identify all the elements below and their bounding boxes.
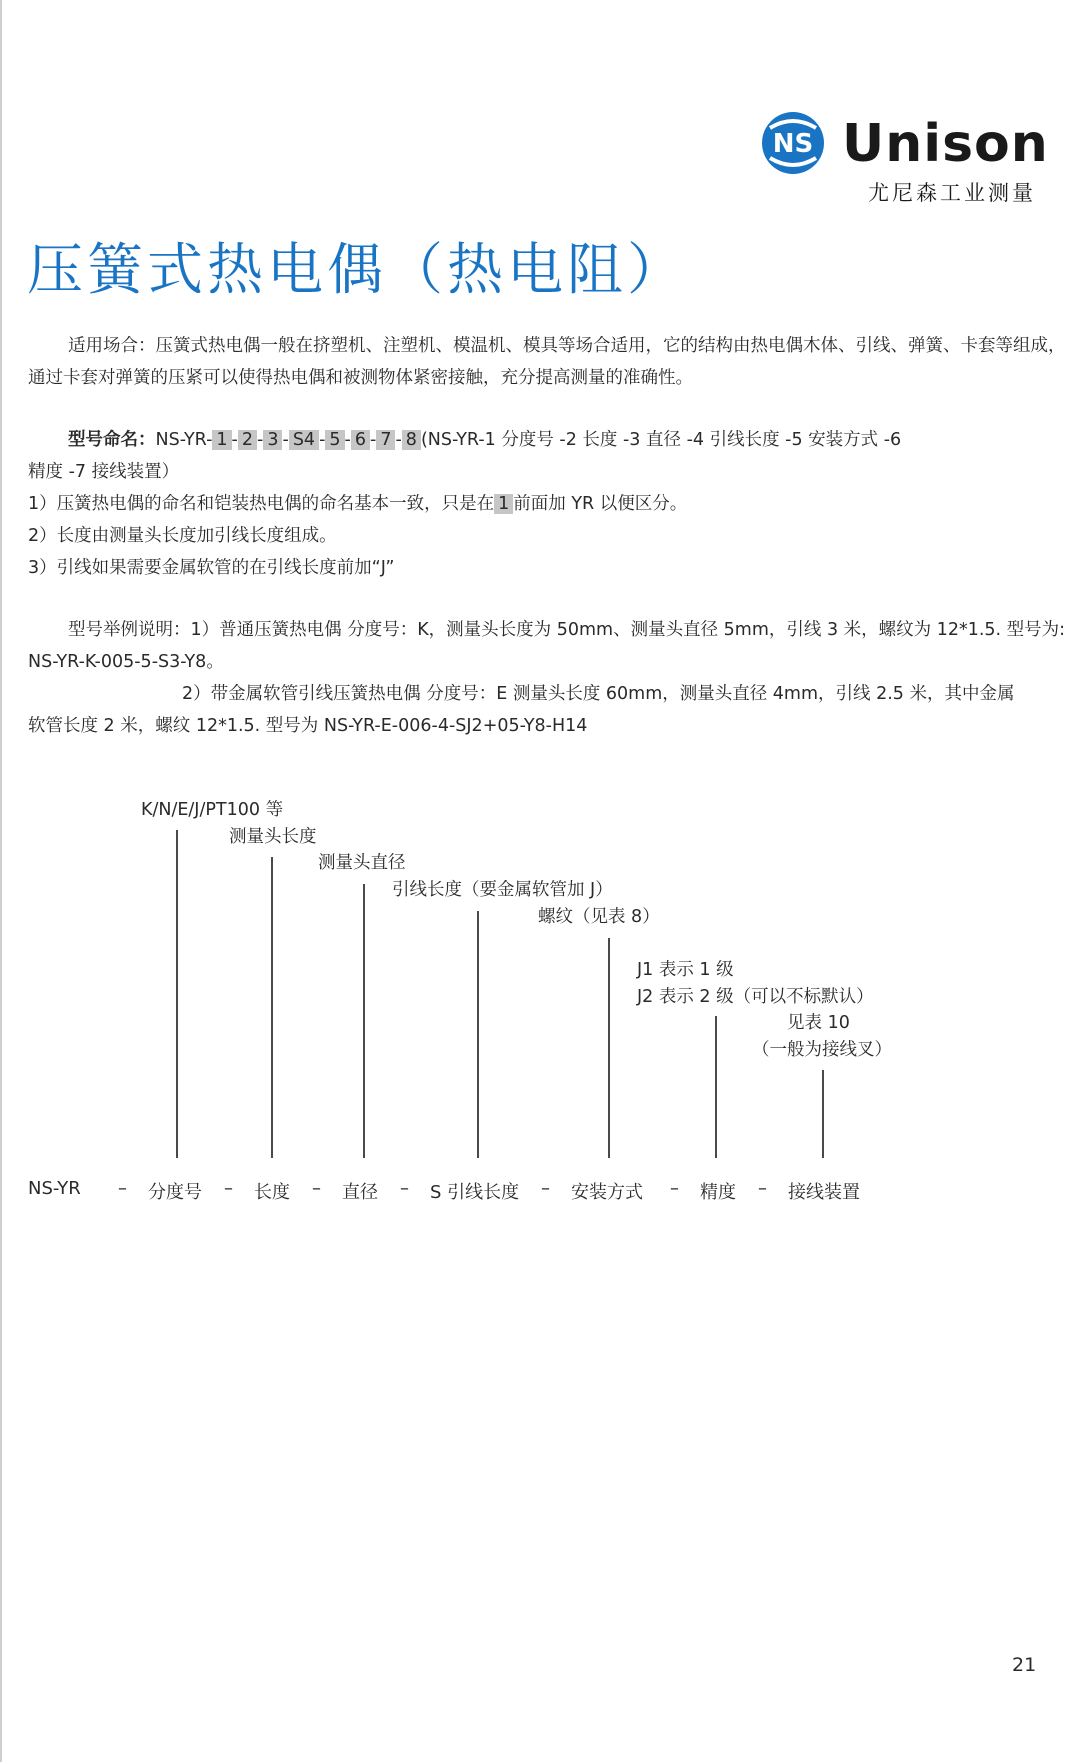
bottom-dash: – [400,1178,409,1199]
note-1-text-end: 前面加 YR 以便区分。 [513,494,688,514]
naming-note-3: 3）引线如果需要金属软管的在引线长度前加“J” [28,558,395,578]
naming-line [28,424,1080,456]
bottom-install: 安装方式 [571,1182,643,1203]
line-thread [608,938,610,1158]
bottom-length: 长度 [254,1182,290,1203]
brand-name: Unison [842,114,1049,174]
code-sep: - [257,430,264,450]
code-box: 7 [376,430,395,450]
bottom-dash: – [670,1178,679,1199]
bottom-lead-length: S 引线长度 [430,1182,520,1203]
label-graduation: K/N/E/J/PT100 等 [141,800,284,820]
label-table-10: 见表 10 [787,1013,850,1033]
code-box: 1 [212,430,231,450]
label-thread: 螺纹（见表 8） [538,907,660,927]
label-head-length: 测量头长度 [229,827,317,847]
code-sep: - [231,430,238,450]
bottom-ns-yr: NS-YR [28,1178,81,1199]
note-1-text: 1）压簧热电偶的命名和铠装热电偶的命名基本一致，只是在 [28,494,495,514]
code-box: 5 [325,430,344,450]
bottom-dash: – [541,1178,550,1199]
naming-note-2: 2）长度由测量头长度加引线长度组成。 [28,526,337,546]
label-lead-length: 引线长度（要金属软管加 J） [392,880,613,900]
code-box: 6 [351,430,370,450]
code-sep: - [319,430,326,450]
line-head-length [271,857,273,1158]
naming-note-1 [28,488,1058,520]
code-box: 2 [238,430,257,450]
code-sep: - [282,430,289,450]
line-terminal [822,1070,824,1158]
label-precision-2: J2 表示 2 级（可以不标默认） [637,987,874,1007]
code-box: 3 [263,430,282,450]
page-left-edge [0,0,2,1762]
line-precision [715,1016,717,1158]
line-graduation [176,830,178,1158]
naming-label: 型号命名： [68,430,156,450]
naming-explain: (NS-YR-1 分度号 -2 长度 -3 直径 -4 引线长度 -5 安装方式 -6 [420,430,902,450]
intro-line-2: 通过卡套对弹簧的压紧可以使得热电偶和被测物体紧密接触，充分提高测量的准确性。 [28,368,693,388]
code-sep: - [344,430,351,450]
naming-explain-2: 精度 -7 接线装置） [28,462,180,482]
label-head-diameter: 测量头直径 [318,853,406,873]
line-head-diameter [363,884,365,1158]
unison-logo [760,110,1060,205]
label-precision-1: J1 表示 1 级 [637,960,734,980]
svg-text:NS: NS [772,129,814,159]
bottom-dash: – [312,1178,321,1199]
naming-prefix: NS-YR- [155,430,213,450]
note-1-box: 1 [494,494,513,514]
page-title: 压簧式热电偶（热电阻） [27,238,687,303]
bottom-dash: – [118,1178,127,1199]
bottom-dash: – [758,1178,767,1199]
example-line-4: 软管长度 2 米，螺纹 12*1.5. 型号为 NS-YR-E-006-4-SJ2+05-Y8-H14 [28,716,588,736]
example-line-3: 2）带金属软管引线压簧热电偶 分度号：E 测量头长度 60mm，测量头直径 4mm，引线 2.5 米，其中金属 [182,684,1015,704]
bottom-graduation: 分度号 [148,1182,202,1203]
line-lead-length [477,911,479,1158]
intro-line-1: 适用场合：压簧式热电偶一般在挤塑机、注塑机、模温机、模具等场合适用，它的结构由热电偶木体、引线、弹簧、卡套等组成， [68,336,1066,356]
bottom-dash: – [224,1178,233,1199]
example-line-1: 型号举例说明：1）普通压簧热电偶 分度号：K，测量头长度为 50mm、测量头直径 5mm，引线 3 米，螺纹为 12*1.5. 型号为: [68,620,1066,640]
brand-subtitle: 尤尼森工业测量 [868,181,1036,205]
label-terminal: （一般为接线叉） [752,1040,892,1060]
page-number: 21 [1012,1654,1037,1676]
code-sep: - [395,430,402,450]
code-box: 8 [402,430,421,450]
bottom-diameter: 直径 [342,1182,378,1203]
bottom-precision: 精度 [700,1182,736,1203]
unison-logo-icon [760,110,826,176]
bottom-terminal: 接线装置 [788,1182,860,1203]
code-box: S4 [289,430,319,450]
example-line-2: NS-YR-K-005-5-S3-Y8。 [28,652,224,672]
code-sep: - [370,430,377,450]
